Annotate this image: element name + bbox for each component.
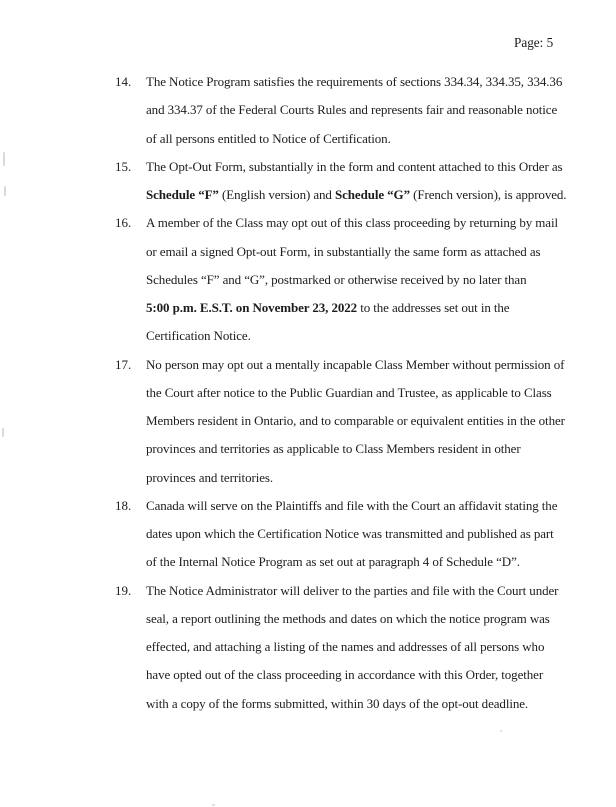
text-segment: Members resident in Ontario, and to comparable or equivalent entities in the other xyxy=(146,413,565,428)
scan-speck xyxy=(3,152,5,166)
text-segment: Certification Notice. xyxy=(146,328,251,344)
text-line xyxy=(146,661,575,689)
text-segment: The Opt-Out Form, substantially in the form and content attached to this Order as xyxy=(146,158,563,174)
paragraph-text xyxy=(146,492,575,577)
text-segment: (French version), is approved. xyxy=(409,187,567,202)
text-segment: The Notice Program satisfies the requirements of sections 334.34, 334.35, 334.36 xyxy=(146,74,563,89)
text-segment: and 334.37 of the Federal Courts Rules and represents fair and reasonable notice xyxy=(146,102,558,118)
scan-speck xyxy=(4,186,6,196)
text-line xyxy=(146,605,575,633)
text-line xyxy=(146,68,575,96)
text-segment: or email a signed Opt-out Form, in substantially the same form as attached as xyxy=(146,243,541,259)
text-line xyxy=(146,181,575,209)
page-number-label: Page: 5 xyxy=(514,35,554,50)
paragraph-text xyxy=(146,351,575,492)
text-segment: Canada will serve on the Plaintiffs and file with the Court an affidavit stating the xyxy=(146,497,558,513)
paragraph-number: 17. xyxy=(115,356,132,372)
text-segment: A member of the Class may opt out of this class proceeding by returning by mail xyxy=(146,215,558,231)
bold-text-segment: Schedule “G” xyxy=(334,187,410,202)
text-line xyxy=(146,153,575,181)
text-line xyxy=(146,266,575,294)
text-segment: No person may opt out a mentally incapable Class Member without permission of xyxy=(146,356,565,372)
text-segment: seal, a report outlining the methods and dates on which the notice program was xyxy=(146,610,550,626)
paragraph xyxy=(115,351,575,492)
paragraph xyxy=(115,68,575,153)
paragraph-number: 18. xyxy=(115,497,132,513)
paragraph xyxy=(115,492,575,577)
paragraph-number: 16. xyxy=(115,215,132,231)
text-line xyxy=(146,548,575,576)
text-segment: provinces and territories as applicable to Class Members resident in other xyxy=(146,441,521,457)
bold-text-segment: Schedule “F” xyxy=(146,187,219,202)
paragraph-number: 14. xyxy=(115,74,132,89)
paragraph xyxy=(115,209,575,350)
bold-text-segment: 5:00 p.m. E.S.T. on November 23, 2022 xyxy=(146,300,358,315)
text-line xyxy=(146,407,575,435)
text-segment: the Court after notice to the Public Guardian and Trustee, as applicable to Class xyxy=(146,384,552,400)
scan-speck xyxy=(212,804,215,806)
scan-speck xyxy=(500,730,502,732)
paragraph-text xyxy=(146,577,575,718)
text-line xyxy=(146,294,575,322)
text-segment: to the addresses set out in the xyxy=(357,300,510,315)
paragraph xyxy=(115,577,575,718)
text-line xyxy=(146,633,575,661)
text-segment: have opted out of the class proceeding in accordance with this Order, together xyxy=(146,667,544,683)
text-segment: effected, and attaching a listing of the names and addresses of all persons who xyxy=(146,639,545,654)
paragraph-number: 15. xyxy=(115,158,132,174)
text-line xyxy=(146,209,575,237)
text-segment: dates upon which the Certification Notice was transmitted and published as part xyxy=(146,526,554,541)
paragraph-text xyxy=(146,209,575,350)
paragraph xyxy=(115,153,575,210)
text-line xyxy=(146,464,575,492)
text-line xyxy=(146,351,575,379)
text-segment: with a copy of the forms submitted, within 30 days of the opt-out deadline. xyxy=(146,695,529,711)
text-segment: of all persons entitled to Notice of Certification. xyxy=(146,130,391,146)
text-line xyxy=(146,690,575,718)
text-line xyxy=(146,125,575,153)
text-segment: The Notice Administrator will deliver to the parties and file with the Court under xyxy=(146,582,559,598)
text-segment: provinces and territories. xyxy=(146,469,273,485)
scan-speck xyxy=(2,428,4,437)
paragraph-text xyxy=(146,153,575,210)
text-segment: (English version) and xyxy=(218,187,335,202)
paragraph-text xyxy=(146,68,575,153)
text-line xyxy=(146,492,575,520)
text-segment: Schedules “F” and “G”, postmarked or otherwise received by no later than xyxy=(146,271,527,287)
paragraph-number: 19. xyxy=(115,582,132,598)
text-line xyxy=(146,379,575,407)
text-line xyxy=(146,96,575,124)
text-line xyxy=(146,520,575,548)
text-line xyxy=(146,577,575,605)
text-line xyxy=(146,238,575,266)
text-line xyxy=(146,322,575,350)
text-line xyxy=(146,435,575,463)
paragraph-list xyxy=(115,68,575,718)
text-segment: of the Internal Notice Program as set out at paragraph 4 of Schedule “D”. xyxy=(146,554,520,570)
